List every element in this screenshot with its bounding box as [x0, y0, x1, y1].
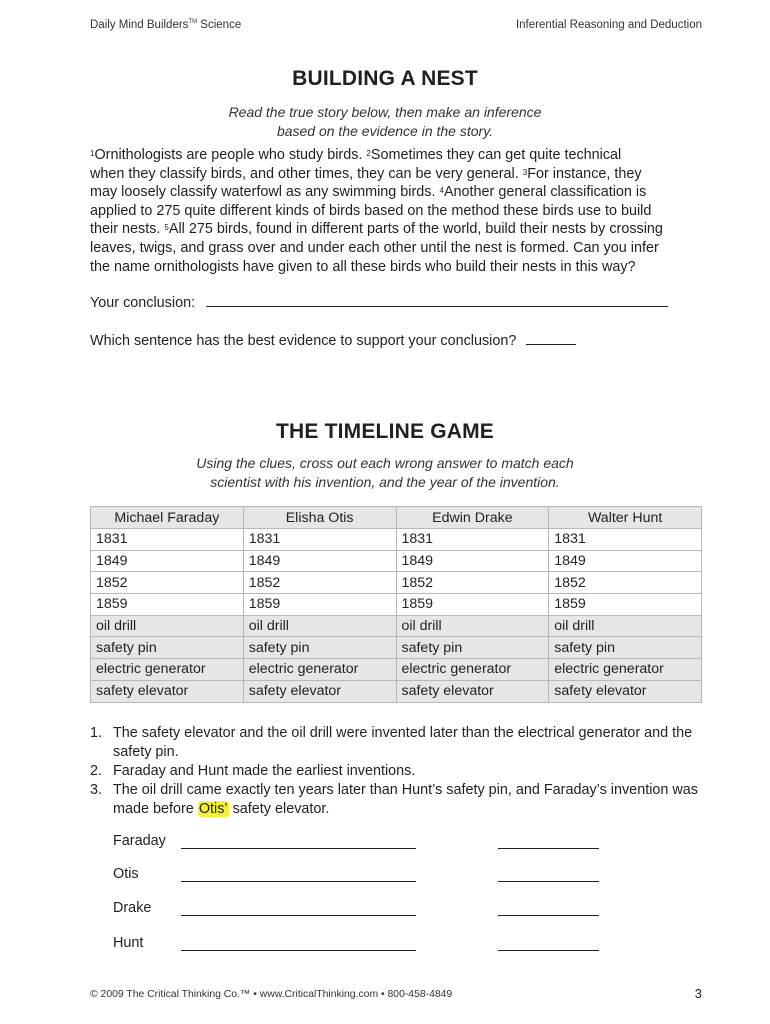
- conclusion-question: [90, 295, 668, 311]
- story-text: Another general classification is: [443, 184, 647, 201]
- story-text: leaves, twigs, and grass over and under each other until the nest is formed. Can you infer: [90, 239, 659, 256]
- choice-cell[interactable]: oil drill: [91, 615, 244, 637]
- table-row: [91, 637, 702, 659]
- clue-text: The oil drill came exactly ten years later than Hunt’s safety pin, and Faraday’s invention was made before: [113, 782, 698, 817]
- table-row: [91, 680, 702, 702]
- footer-copyright: © 2009 The Critical Thinking Co.™ • www.CriticalThinking.com • 800-458-4849: [90, 989, 453, 1000]
- table-row: [91, 659, 702, 681]
- header-subject: Science: [197, 19, 242, 31]
- clue-item: [90, 781, 710, 819]
- clue-text: safety elevator.: [228, 801, 330, 817]
- choice-cell[interactable]: 1859: [91, 594, 244, 616]
- header-left: [90, 19, 241, 31]
- timeline-instructions: [0, 454, 770, 492]
- sentence-number: 4: [439, 186, 444, 196]
- timeline-title: THE TIMELINE GAME: [275, 420, 495, 443]
- evidence-question: [90, 333, 576, 349]
- column-header: Elisha Otis: [243, 507, 396, 529]
- sentence-number: 1: [90, 149, 95, 158]
- story-line: [90, 239, 700, 258]
- choice-cell[interactable]: 1852: [549, 572, 702, 594]
- column-header: Michael Faraday: [91, 507, 244, 529]
- story-text: the name ornithologists have given to all these birds who build their nests in this way?: [90, 258, 636, 275]
- story-text: Sometimes they can get quite technical: [370, 147, 622, 163]
- clue-text: The safety elevator and the oil drill were invented later than the electrical generator and the safety pin.: [113, 725, 693, 760]
- choice-cell[interactable]: electric generator: [91, 659, 244, 681]
- invention-answer-line[interactable]: [181, 881, 416, 882]
- choice-cell[interactable]: oil drill: [549, 615, 702, 637]
- story-text: Ornithologists are people who study birds.: [94, 147, 367, 163]
- choice-cell[interactable]: safety elevator: [396, 680, 549, 702]
- story-text: when they classify birds, and other times, they can be very general.: [90, 165, 523, 182]
- choice-cell[interactable]: safety elevator: [549, 680, 702, 702]
- choice-cell[interactable]: safety pin: [549, 637, 702, 659]
- choice-cell[interactable]: electric generator: [549, 659, 702, 681]
- clue-text: Faraday and Hunt made the earliest inventions.: [113, 763, 416, 779]
- choice-cell[interactable]: electric generator: [243, 659, 396, 681]
- conclusion-label: Your conclusion:: [90, 295, 196, 311]
- answer-label: Otis: [113, 866, 139, 882]
- nest-story: [90, 146, 700, 276]
- invention-answer-line[interactable]: [181, 950, 416, 951]
- sentence-number: 2: [366, 149, 371, 158]
- choice-cell[interactable]: 1831: [243, 529, 396, 551]
- evidence-label: Which sentence has the best evidence to support your conclusion?: [90, 333, 517, 349]
- choice-cell[interactable]: 1849: [396, 550, 549, 572]
- story-line: [90, 202, 700, 221]
- choice-cell[interactable]: safety elevator: [91, 680, 244, 702]
- sentence-number: 3: [522, 167, 528, 177]
- choice-cell[interactable]: 1852: [91, 572, 244, 594]
- column-header: Walter Hunt: [549, 507, 702, 529]
- table-row: [91, 550, 702, 572]
- story-text: For instance, they: [527, 165, 642, 182]
- choice-cell[interactable]: 1859: [243, 594, 396, 616]
- clue-number: 3.: [90, 782, 103, 798]
- answer-label: Hunt: [113, 935, 144, 951]
- nest-instructions-line: Read the true story below, then make an inference: [228, 104, 542, 120]
- clue-number: 1.: [90, 725, 103, 741]
- story-line: [90, 165, 700, 184]
- table-row: [91, 594, 702, 616]
- highlighted-text: Otis’: [198, 801, 228, 817]
- invention-answer-line[interactable]: [181, 915, 416, 916]
- page-number: 3: [694, 986, 702, 1001]
- story-text: All 275 birds, found in different parts of the world, build their nests by crossing: [168, 221, 663, 238]
- choice-cell[interactable]: 1849: [243, 550, 396, 572]
- story-line: [90, 183, 700, 202]
- choice-cell[interactable]: 1849: [549, 550, 702, 572]
- choice-cell[interactable]: 1859: [549, 594, 702, 616]
- table-row: [91, 615, 702, 637]
- clue-list: [90, 724, 710, 819]
- choice-cell[interactable]: electric generator: [396, 659, 549, 681]
- choice-cell[interactable]: oil drill: [396, 615, 549, 637]
- choice-cell[interactable]: safety pin: [396, 637, 549, 659]
- story-line: [90, 146, 700, 165]
- table-row: [91, 572, 702, 594]
- answer-label: Faraday: [113, 833, 166, 849]
- story-line: [90, 258, 700, 277]
- choice-cell[interactable]: 1859: [396, 594, 549, 616]
- choice-cell[interactable]: safety pin: [91, 637, 244, 659]
- evidence-answer-line[interactable]: [526, 344, 576, 345]
- year-answer-line[interactable]: [498, 848, 599, 849]
- choice-cell[interactable]: 1849: [91, 550, 244, 572]
- table-row: [91, 529, 702, 551]
- clue-number: 2.: [90, 763, 103, 779]
- header-book-title: Daily Mind Builders: [90, 19, 189, 31]
- clue-item: [90, 762, 710, 781]
- choice-cell[interactable]: safety pin: [243, 637, 396, 659]
- trademark-symbol: TM: [188, 19, 198, 26]
- sentence-number: 5: [164, 223, 169, 233]
- story-text: may loosely classify waterfowl as any swimming birds.: [90, 184, 440, 201]
- year-answer-line[interactable]: [498, 915, 599, 916]
- choice-cell[interactable]: oil drill: [243, 615, 396, 637]
- invention-answer-line[interactable]: [181, 848, 416, 849]
- story-text: applied to 275 quite different kinds of birds based on the method these birds use to build: [90, 202, 652, 219]
- timeline-instructions-line: scientist with his invention, and the year of the invention.: [210, 474, 560, 490]
- year-answer-line[interactable]: [498, 881, 599, 882]
- nest-instructions-line: based on the evidence in the story.: [276, 123, 494, 139]
- column-header: Edwin Drake: [396, 507, 549, 529]
- nest-instructions: [0, 103, 770, 141]
- header-right: Inferential Reasoning and Deduction: [515, 19, 702, 31]
- clue-item: [90, 724, 710, 762]
- choice-cell[interactable]: 1852: [243, 572, 396, 594]
- year-answer-line[interactable]: [498, 950, 599, 951]
- timeline-instructions-line: Using the clues, cross out each wrong answer to match each: [196, 455, 574, 471]
- story-text: their nests.: [90, 221, 165, 238]
- answer-label: Drake: [113, 900, 152, 916]
- choice-cell[interactable]: safety elevator: [243, 680, 396, 702]
- choice-cell[interactable]: 1852: [396, 572, 549, 594]
- nest-title: BUILDING A NEST: [292, 67, 478, 90]
- timeline-header-row: [91, 507, 702, 529]
- choice-cell[interactable]: 1831: [91, 529, 244, 551]
- choice-cell[interactable]: 1831: [396, 529, 549, 551]
- story-line: [90, 220, 700, 239]
- choice-cell[interactable]: 1831: [549, 529, 702, 551]
- timeline-table: [90, 506, 702, 703]
- conclusion-answer-line[interactable]: [206, 306, 668, 307]
